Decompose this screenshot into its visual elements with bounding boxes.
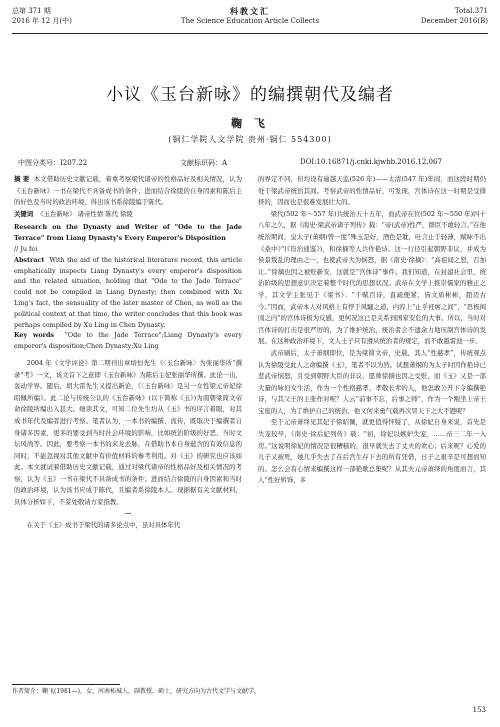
- author-affiliation: (铜仁学院人文学院 贵州·铜仁 554300): [168, 135, 332, 144]
- keywords-cn: [14, 209, 242, 221]
- abstract-text: 本文借助历史文献记载，着重考察梁代诸帝的性格品好及相关情况，认为《玉台新咏》一书在梁代不具备成书的条件；进而结合徐陵的自身因素和陈后主的好色及当时的政治环境，得出该书系徐陵编于陈代。: [14, 175, 242, 207]
- running-header: [12, 6, 488, 32]
- keywords-text: 《玉台新咏》 诸帝性情 陈代 徐陵: [37, 209, 133, 218]
- issue-date: 2016 年 12 月(中): [12, 17, 72, 25]
- keywords-en: [14, 330, 242, 352]
- keywords-en-text: "Ode to the Jade Terrace";Liang Dynasty's every emperor's disposition;Chen Dynasty;Xu Ling: [14, 331, 242, 351]
- english-author: // Ju fei: [14, 244, 38, 253]
- article-title: 小议《玉台新咏》的编撰朝代及编者: [106, 85, 394, 105]
- keywords-en-label: Key words: [14, 331, 55, 340]
- header-center: [12, 6, 488, 26]
- author-name: 鞠 飞: [231, 117, 269, 130]
- footnote-rule: [12, 684, 120, 685]
- abstract-en-label: Abstract: [14, 255, 45, 264]
- right-column: [258, 174, 486, 487]
- document-code: 文献标识码：A: [180, 159, 228, 167]
- body-paragraph: 的界定不同，但均设有逾越天监(526 年)——太清(547 年)年间，而这段时期仍处于梁武帝统治其间。考察武帝的性情品好，可发现，宫体诗在这一时期是受排挤的，因而也是很难发展壮大的。: [258, 175, 486, 207]
- clc-number: 中图分类号：I207.22: [18, 159, 88, 167]
- abstract-en: [14, 255, 242, 331]
- abstract-cn: [14, 174, 242, 209]
- date-en: December 2016(B): [420, 17, 488, 25]
- doi: DOI:10.16871/j.cnki.kjwhb.2016.12.067: [300, 158, 442, 166]
- body-paragraph: 武帝刷后，太子萧纲即位，是为梁简文帝，史载，其人“性慈孝”，传统观点认为徐陵受此人之命编撰《玉》，笔者不以为然。试想萧纲的为太子时因作艳诗已惹武帝恼怒，且受到朝野大臣的非议，愿师徐摘也因之受贬，而《玉》又是一部大量的咏妇女生活，作为一个性格慈孝、孝敬长辈的人，他怎敢公开下令编撰艳诗，与其父王的主张作对呢？人云“前事不忘，后事之师”，作为一个刚坐上帝王宝座的人，为了维护自己的统治，他又何来勇气载再次冒天下之大不韪呢？: [258, 348, 486, 415]
- header-rule: [12, 33, 488, 34]
- abstract-label: 摘 要: [14, 175, 30, 183]
- body-paragraph: 在关于《玉》成书于梁代的诸多论点中，虽对具体年代: [26, 521, 181, 530]
- journal-name-en: The Science Education Article Collects: [180, 17, 320, 25]
- abstract-en-text: With the aid of the historical literature record, this article emphatically inspects Liang Dynasty's every emperor's disposition and the related situation, holding that "Ode to the Jade Terrace" could not be compiled in Liang Dynasty; then combined with Xu Ling's fact, the sensuality of the later master of Chen, as well as the political context at that time, the writer concludes that this book was perhaps compiled by Xu Ling in Chen Dynasty.: [14, 255, 242, 329]
- header-right: [421, 6, 488, 26]
- author-bio-footnote: 作者简介：鞠飞(1981—)，女，河南柘城人，副教授，硕士，研究方向为古代文学与文献学。: [12, 688, 260, 695]
- left-column: [14, 174, 242, 532]
- page-number: 153: [472, 706, 486, 714]
- body-paragraph: 2004 年《文学评论》第二期刊出章培恒先生《〈玉台新咏〉为张丽华所“撰录”考》一文，该文首下之意即《玉台新咏》为陈后主妃张丽华所撰。此论一出，轰动学界。随后，胡大雷先生又提出新论，《〈玉台新咏〉是另一女性梁元帝妃徐昭佩所编》。此二论与传统公认的《玉台新咏》(以下简称《玉》)为南朝梁简文帝命徐陵所编出入甚大。细读其文，可知二位先生均从《玉》书的序言着眼，对其成书年代及编者进行考察。笔者认为，一本书的编撰、流传，既取决于编撰者自身诸多因素，更多的要受到当时社会环境的影响，比如统治阶级的好恶、当时文坛风尚等。因此，要考察一本书的来龙去脉，在借助书本自身蕴含的有效信息的同时，不能忽视对其他文献中有价值材料的参考利用。对《玉》的研究也应该如此。本文就试着借助历史文献记载，通过对梁代诸帝的性格品好及相关情况的考察，认为《玉》一书在梁代不具备成书的条件；进而结合徐陵的自身因素和当时的政治环境，认为该书应成于陈代，且编者系徐陵本人。现据据有关文献材料，具体分析如下，不妥处敬请方家指教。: [14, 358, 242, 507]
- english-title: Research on the Dynasty and Writer of "Ode to the Jade Terrace" from Liang Dynasty's Every Emperor's Disposition: [14, 223, 242, 243]
- keywords-label: 关键词: [14, 209, 34, 218]
- body-paragraph: 至于元帝萧绎见其妃子徐昭佩，就更值得怀疑了，从徐妃自身来说，首先是失宠较早，《南史·徐后妃列传》载：“初，徐妃以嫉妒失宠，……帝三二年一入房。”这说明徐妃的情况是很糟糕的，很早就失去了丈夫的欢心；后来呢？心爱的儿子又被死，她几乎失去了在后宫生存下去的所有凭借，日子之艰辛是可想而知的。怎么会有心情来编撰这样一部艳歌总集呢？从其夫元帝萧绎的角度而言，其人“性好矫饰，多: [258, 418, 486, 485]
- issue-number: 总第 371 期: [12, 7, 51, 15]
- total-issue: Total.371: [454, 7, 488, 15]
- body-paragraph: 梁代(502 年～557 年)共统治五十五年，而武帝在位(502 年～550 年)四十八年之久，据《南史·梁武帝诸子列传》载：“帝(武帝)性严，群臣不敢轻言。”在他统治期间，皇太子(萧纲)曾一度“殊玉是好，酒色是耽，吐言止于轻薄，赋咏不出《桑中》”(《资治通鉴》)，和徐摘等人共作艳诗。这一行径引起朝野非议，并成为侯景叛乱的理由之一，也使武帝大为恼怒，据《南史·徐摘》：“高祖闻之怒，召加让。”徐摘也因之被贬新安，这就是“宫体诗”事件。我们知道，在封建社会里，统治阶级的思想意识决定着整个时代的思想状况。武帝在文学上推崇儒家的雅正之学，其文学主张见于《梁书》：“千赋百诗，直疏便紧，皆文质彬彬，超迈古今。”因而，武帝本人对风格上有悖于风騒之道，内容上“止乎衽席之间”、“思极闺闱之内”的宫体诗极为反感，更何况这已是关系到国家安危的大事。所以，当时对宫体诗的打击是很严厉的，为了维护统治，统治者会不遗余力地压制宫体诗的发展。在这种政治环境下，文人士子只有遵从统治者的规定，而不敢越雷池一步。: [258, 209, 486, 346]
- journal-name-cn: 科教文汇: [230, 6, 270, 16]
- section-heading: 一: [124, 509, 132, 518]
